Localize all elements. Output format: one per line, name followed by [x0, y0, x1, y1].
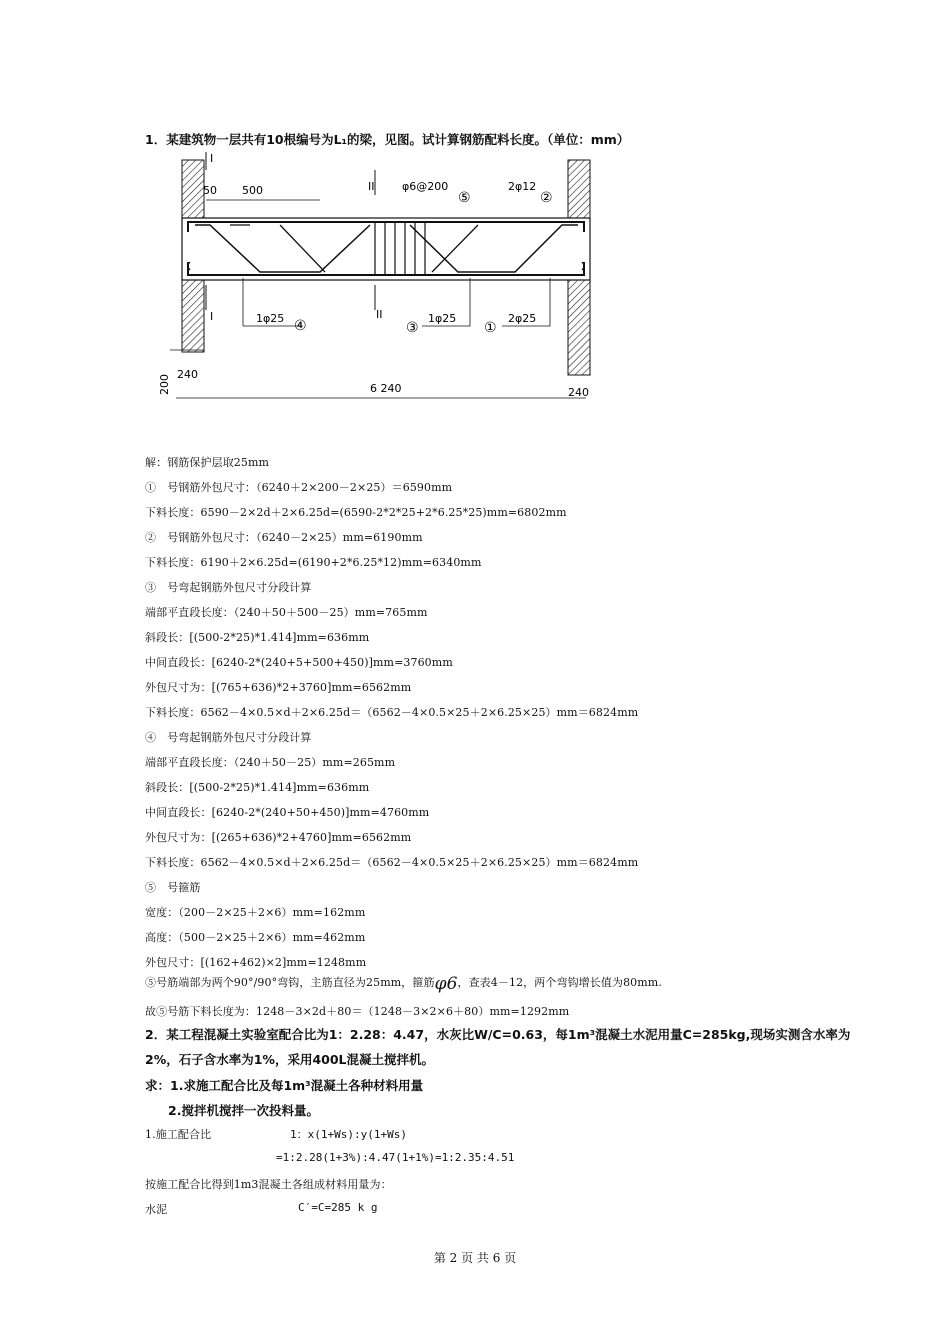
solution-line: ① 号钢筋外包尺寸：（6240＋2×200－2×25）＝6590mm	[145, 481, 453, 494]
dim-6240: 6 240	[370, 382, 402, 395]
calc-result: =1:2.28(1+3%):4.47(1+1%)=1:2.35:4.51	[276, 1151, 515, 1164]
solution-line: ⑤ 号箍筋	[145, 881, 201, 894]
label-bar4: 1φ25	[256, 312, 285, 325]
calc-label: 1.施工配合比	[145, 1128, 212, 1141]
top-bar	[188, 222, 584, 232]
solution-line: ③ 号弯起钢筋外包尺寸分段计算	[145, 581, 312, 594]
label-stirrup-num: ⑤	[458, 190, 471, 206]
section-II-top: II	[368, 180, 375, 193]
dim-200: 200	[158, 374, 171, 395]
ask-1: 求：1.求施工配合比及每1m³混凝土各种材料用量	[145, 1078, 424, 1093]
question-1: 1．某建筑物一层共有10根编号为L₁的梁，见图。试计算钢筋配料长度。（单位：mm）	[145, 132, 630, 147]
cement-value: C′=C=285 k g	[298, 1201, 378, 1214]
phi-symbol: φ6	[434, 974, 458, 994]
right-wall-upper	[568, 160, 590, 218]
dim-240-right: 240	[568, 386, 589, 399]
label-bar4-num: ④	[294, 318, 307, 334]
bottom-bar	[188, 262, 584, 275]
calc-formula: 1：x(1+Ws):y(1+Ws)	[290, 1128, 407, 1141]
page-footer: 第 2 页 共 6 页	[433, 1251, 517, 1265]
solution-line: 端部平直段长度：（240＋50＋500－25）mm=765mm	[145, 606, 428, 619]
stirrups	[375, 222, 425, 275]
dim-240-left: 240	[177, 368, 198, 381]
solution-line: 解：钢筋保护层取25mm	[145, 456, 270, 469]
label-stirrup: φ6@200	[402, 180, 449, 193]
solution-line: 下料长度：6590－2×2d＋2×6.25d=(6590-2*2*25+2*6.25*25)mm=6802mm	[145, 506, 567, 519]
solution-line: 宽度：（200－2×25＋2×6）mm=162mm	[145, 906, 366, 919]
section-I-bottom: I	[210, 310, 214, 323]
hook-line-a: ⑤号筋端部为两个90°/90°弯钩，主筋直径为25mm，箍筋	[145, 976, 435, 989]
bent-bar-3-left	[195, 225, 370, 272]
solution-line: 端部平直段长度：（240＋50－25）mm=265mm	[145, 756, 396, 769]
solution-line: 外包尺寸为：[(265+636)*2+4760]mm=6562mm	[145, 831, 412, 844]
label-top-bar-num: ②	[540, 190, 553, 206]
left-wall-lower	[182, 280, 204, 352]
solution-line: 下料长度：6562－4×0.5×d＋2×6.25d＝（6562－4×0.5×25＋2×6.25×25）mm＝6824mm	[145, 706, 639, 719]
solution-line: 斜段长：[(500-2*25)*1.414]mm=636mm	[145, 631, 370, 644]
solution-line: 下料长度：6190＋2×6.25d=(6190+2*6.25*12)mm=6340mm	[145, 556, 482, 569]
dim-500: 500	[242, 184, 263, 197]
hook-line-b: ，查表4－12，两个弯钩增长值为80mm.	[457, 976, 662, 989]
label-bar3: 1φ25	[428, 312, 457, 325]
calc-note: 按施工配合比得到1m3混凝土各组成材料用量为：	[145, 1178, 392, 1191]
label-bar1-num: ①	[484, 320, 497, 336]
hook-line	[145, 974, 662, 994]
section-I-top: I	[210, 152, 214, 165]
section-II-bottom: II	[376, 308, 383, 321]
dim-50: 50	[203, 184, 217, 197]
label-top-bar: 2φ12	[508, 180, 537, 193]
solution-line: ② 号钢筋外包尺寸：（6240－2×25）mm=6190mm	[145, 531, 423, 544]
ask-2: 2.搅拌机搅拌一次投料量。	[168, 1103, 319, 1118]
solution-line: 中间直段长：[6240-2*(240+5+500+450)]mm=3760mm	[145, 656, 453, 669]
bent-bar-3-right	[410, 225, 578, 272]
label-bar3-num: ③	[406, 320, 419, 336]
beam-outline	[182, 218, 590, 280]
hook-result-line: 故⑤号筋下料长度为：1248－3×2d＋80＝（1248－3×2×6＋80）mm=1292mm	[145, 1005, 570, 1018]
solution-line: 高度：（500－2×25＋2×6）mm=462mm	[145, 931, 366, 944]
solution-line: 外包尺寸：[(162+462)×2]mm=1248mm	[145, 956, 367, 969]
solution-line: 下料长度：6562－4×0.5×d＋2×6.25d＝（6562－4×0.5×25＋2×6.25×25）mm＝6824mm	[145, 856, 639, 869]
solution-line: 斜段长：[(500-2*25)*1.414]mm=636mm	[145, 781, 370, 794]
beam-reinforcement-figure	[158, 150, 600, 410]
question-2-line1: 2．某工程混凝土实验室配合比为1：2.28：4.47，水灰比W/C=0.63，每1m³混凝土水泥用量C=285kg,现场实测含水率为	[145, 1027, 851, 1042]
question-2-line2: 2%，石子含水率为1%，采用400L混凝土搅拌机。	[145, 1052, 435, 1067]
right-wall-lower	[568, 280, 590, 375]
label-bar1: 2φ25	[508, 312, 537, 325]
solution-line: 外包尺寸为：[(765+636)*2+3760]mm=6562mm	[145, 681, 412, 694]
cement-label: 水泥	[145, 1203, 168, 1216]
beam-drawing	[158, 150, 600, 410]
solution-line: 中间直段长：[6240-2*(240+50+450)]mm=4760mm	[145, 806, 430, 819]
solution-line: ④ 号弯起钢筋外包尺寸分段计算	[145, 731, 312, 744]
left-wall-upper	[182, 160, 204, 218]
